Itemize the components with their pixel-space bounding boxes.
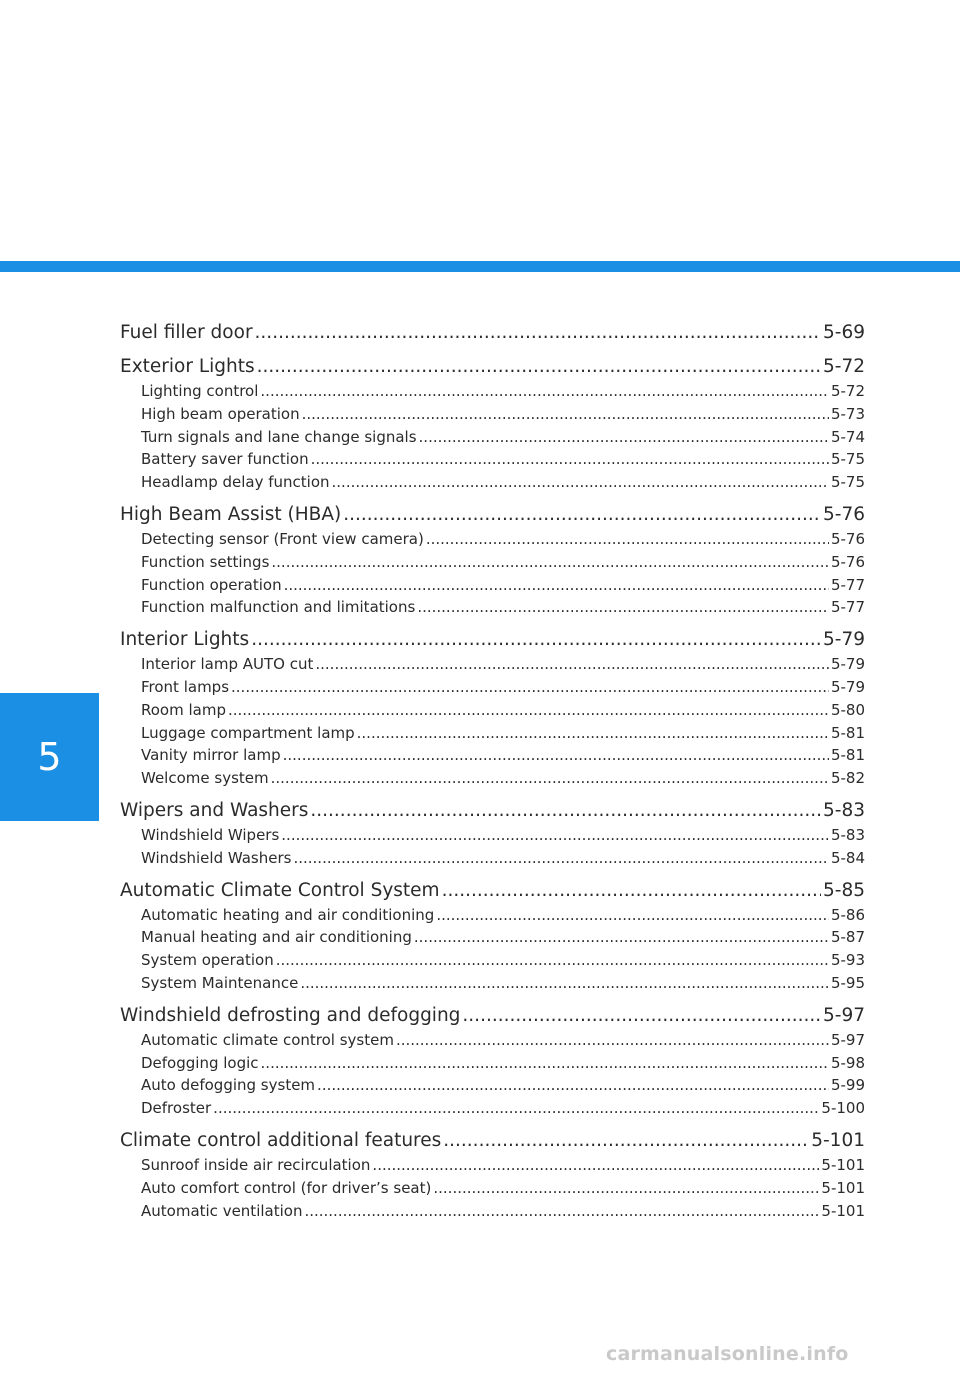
toc-subentry-title: System operation: [141, 951, 274, 970]
toc-subentry-title: High beam operation: [141, 404, 300, 423]
dot-leader: [357, 722, 829, 745]
toc-subentry-page: 5-72: [830, 382, 865, 400]
toc-subentry-page: 5-77: [830, 575, 865, 594]
toc-section-title: Windshield defrosting and defogging: [120, 1004, 461, 1026]
toc-subentry-page: 5-101: [821, 1201, 865, 1220]
toc-subentry-title: Room lamp: [141, 700, 226, 719]
toc-section-title: Climate control additional features: [120, 1129, 442, 1151]
dot-leader: [414, 926, 829, 949]
toc-subentry[interactable]: [120, 1177, 865, 1200]
toc-subentry-page: 5-87: [830, 928, 865, 947]
toc-subentry-page: 5-101: [821, 1155, 865, 1174]
dot-leader: [311, 448, 829, 471]
chapter-tab: [0, 693, 99, 821]
dot-leader: [442, 878, 821, 904]
toc-section-page: 5-85: [823, 879, 865, 901]
dot-leader: [281, 824, 829, 847]
toc-subentry[interactable]: [120, 676, 865, 699]
toc-subentry[interactable]: [120, 1097, 865, 1120]
toc-subentry[interactable]: [120, 1029, 865, 1052]
toc-subentry-page: 5-79: [830, 677, 865, 696]
dot-leader: [462, 1003, 821, 1029]
toc-section-entry[interactable]: [120, 878, 865, 904]
toc-section-page: 5-83: [823, 799, 865, 821]
toc-subentry[interactable]: [120, 528, 865, 551]
toc-subentry[interactable]: [120, 1074, 865, 1097]
toc-subentry[interactable]: [120, 471, 865, 494]
toc-subentry-title: Battery saver function: [141, 450, 309, 469]
dot-leader: [419, 426, 829, 449]
toc-section-entry[interactable]: [120, 354, 865, 380]
toc-subentry-title: Vanity mirror lamp: [141, 746, 281, 765]
dot-leader: [283, 744, 829, 767]
dot-leader: [284, 574, 829, 597]
toc-subentry-page: 5-82: [830, 769, 865, 788]
toc-subentry-title: Defroster: [141, 1099, 212, 1118]
toc-subentry[interactable]: [120, 426, 865, 449]
dot-leader: [276, 949, 829, 972]
toc-subentry-title: Welcome system: [141, 769, 269, 788]
toc-subentry[interactable]: [120, 1200, 865, 1223]
toc-section-title: Exterior Lights: [120, 356, 255, 377]
toc-subentry[interactable]: [120, 847, 865, 870]
toc-subentry-title: Sunroof inside air recirculation: [141, 1155, 371, 1174]
dot-leader: [436, 904, 829, 927]
toc-subentry-page: 5-76: [830, 529, 865, 548]
toc-subentry[interactable]: [120, 904, 865, 927]
toc-subentry[interactable]: [120, 744, 865, 767]
toc-section-title: High Beam Assist (HBA): [120, 503, 342, 525]
table-of-contents: [120, 320, 865, 1222]
toc-subentry-page: 5-86: [830, 905, 865, 924]
toc-section-entry[interactable]: [120, 798, 865, 824]
dot-leader: [317, 1074, 829, 1097]
toc-subentry-page: 5-93: [830, 951, 865, 970]
toc-subentry-title: Automatic climate control system: [141, 1030, 394, 1049]
toc-subentry-title: Automatic ventilation: [141, 1201, 303, 1220]
toc-subentry[interactable]: [120, 653, 865, 676]
dot-leader: [261, 1052, 829, 1075]
toc-subentry-title: Front lamps: [141, 677, 230, 696]
toc-subentry-title: Detecting sensor (Front view camera): [141, 529, 424, 548]
toc-section-entry[interactable]: [120, 1128, 865, 1154]
dot-leader: [271, 551, 829, 574]
toc-subentry[interactable]: [120, 1052, 865, 1075]
toc-subentry-title: Automatic heating and air conditioning: [141, 905, 435, 924]
dot-leader: [372, 1154, 819, 1177]
toc-subentry-page: 5-84: [830, 848, 865, 867]
toc-subentry-page: 5-80: [830, 700, 865, 719]
toc-subentry-title: Auto comfort control (for driver’s seat): [141, 1178, 432, 1197]
toc-subentry[interactable]: [120, 574, 865, 597]
toc-subentry-title: Turn signals and lane change signals: [141, 427, 417, 446]
toc-subentry[interactable]: [120, 949, 865, 972]
toc-subentry-title: Function settings: [141, 552, 270, 571]
toc-subentry-page: 5-76: [830, 552, 865, 571]
toc-subentry[interactable]: [120, 767, 865, 790]
dot-leader: [304, 1200, 819, 1223]
toc-subentry[interactable]: [120, 551, 865, 574]
toc-section-page: 5-76: [823, 503, 865, 525]
toc-subentry-title: Interior lamp AUTO cut: [141, 655, 314, 674]
dot-leader: [310, 798, 821, 824]
toc-subentry-title: Auto defogging system: [141, 1076, 316, 1095]
toc-section-title: Fuel filler door: [120, 322, 253, 343]
dot-leader: [271, 767, 829, 790]
dot-leader: [231, 676, 829, 699]
header-band: [0, 261, 960, 272]
toc-subentry-title: System Maintenance: [141, 973, 299, 992]
toc-subentry-page: 5-95: [830, 973, 865, 992]
toc-section-entry[interactable]: [120, 1003, 865, 1029]
toc-subentry-title: Windshield Washers: [141, 848, 292, 867]
toc-section-page: 5-79: [823, 629, 865, 651]
toc-subentry[interactable]: [120, 972, 865, 995]
toc-subentry-title: Defogging logic: [141, 1053, 259, 1072]
toc-subentry-page: 5-73: [830, 404, 865, 423]
chapter-number: 5: [37, 735, 62, 779]
toc-subentry[interactable]: [120, 596, 865, 619]
toc-subentry[interactable]: [120, 926, 865, 949]
toc-subentry-title: Luggage compartment lamp: [141, 723, 355, 742]
dot-leader: [396, 1029, 829, 1052]
dot-leader: [257, 354, 821, 380]
toc-section-entry[interactable]: [120, 502, 865, 528]
dot-leader: [417, 596, 829, 619]
dot-leader: [251, 627, 821, 653]
toc-section-title: Wipers and Washers: [120, 799, 309, 821]
toc-subentry-title: Windshield Wipers: [141, 825, 280, 844]
watermark: carmanualsonline.info: [606, 1343, 849, 1365]
toc-subentry[interactable]: [120, 824, 865, 847]
dot-leader: [426, 528, 829, 551]
toc-subentry[interactable]: [120, 1154, 865, 1177]
toc-subentry-page: 5-101: [821, 1178, 865, 1197]
dot-leader: [433, 1177, 819, 1200]
toc-subentry-title: Function malfunction and limitations: [141, 598, 416, 617]
toc-subentry-page: 5-77: [830, 598, 865, 617]
dot-leader: [300, 972, 829, 995]
toc-section-entry[interactable]: [120, 627, 865, 653]
toc-section-page: 5-101: [811, 1129, 865, 1151]
toc-subentry[interactable]: [120, 448, 865, 471]
toc-section-entry[interactable]: [120, 320, 865, 346]
toc-subentry-page: 5-83: [830, 825, 865, 844]
toc-subentry-page: 5-100: [821, 1099, 865, 1118]
toc-section-page: 5-69: [823, 322, 865, 343]
toc-subentry-title: Manual heating and air conditioning: [141, 928, 412, 947]
toc-subentry-title: Function operation: [141, 575, 282, 594]
toc-section-title: Automatic Climate Control System: [120, 879, 440, 901]
toc-subentry-page: 5-97: [830, 1030, 865, 1049]
toc-subentry-page: 5-81: [830, 723, 865, 742]
toc-section-title: Interior Lights: [120, 629, 250, 651]
toc-subentry-page: 5-99: [830, 1076, 865, 1095]
dot-leader: [213, 1097, 819, 1120]
toc-subentry-page: 5-75: [830, 450, 865, 469]
dot-leader: [260, 380, 829, 403]
dot-leader: [332, 471, 829, 494]
toc-subentry-page: 5-81: [830, 746, 865, 765]
dot-leader: [302, 403, 829, 426]
toc-section-page: 5-72: [823, 356, 865, 377]
dot-leader: [315, 653, 829, 676]
toc-subentry[interactable]: [120, 699, 865, 722]
dot-leader: [293, 847, 828, 870]
dot-leader: [443, 1128, 809, 1154]
toc-subentry-title: Lighting control: [141, 382, 259, 400]
dot-leader: [228, 699, 829, 722]
toc-subentry-title: Headlamp delay function: [141, 473, 330, 492]
toc-subentry[interactable]: [120, 722, 865, 745]
dot-leader: [343, 502, 821, 528]
toc-subentry-page: 5-79: [830, 655, 865, 674]
toc-section-page: 5-97: [823, 1004, 865, 1026]
toc-subentry[interactable]: [120, 380, 865, 403]
toc-subentry-page: 5-74: [830, 427, 865, 446]
toc-subentry-page: 5-98: [830, 1053, 865, 1072]
toc-subentry[interactable]: [120, 403, 865, 426]
dot-leader: [255, 320, 821, 346]
toc-subentry-page: 5-75: [830, 473, 865, 492]
